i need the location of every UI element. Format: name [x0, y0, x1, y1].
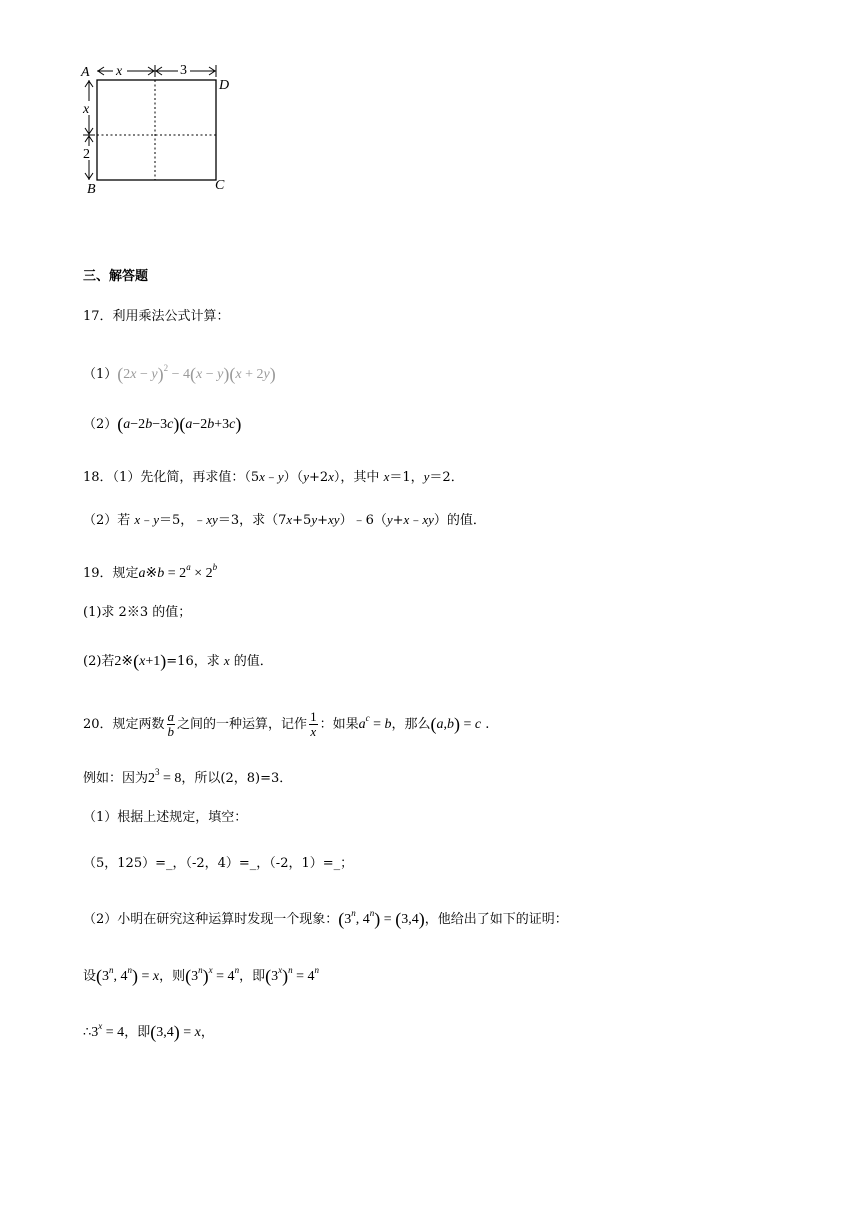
- dimension-label-top-3: 3: [180, 63, 187, 78]
- question-20-proof-line-1: 设(3$^n$, $4^n) = x$，则$(3^n)^x = 4^n$，即$(3^x)^n = 4^n$: [83, 965, 319, 986]
- question-18-part-1: 18．（1）先化简，再求值：（5x﹣y）（y+2x），其中 x＝1，y＝2．: [83, 469, 464, 485]
- question-20-stem: 20．规定两数 $\frac{a}{b}$ 之间的一种运算，记作 $\frac{1}{x}$ ：如果$a^c = b$，那么(a,b) = c .: [83, 709, 490, 739]
- question-19-part-1: (1)求 2※3 的值；: [83, 605, 192, 620]
- question-17-part-1: [83, 358, 276, 385]
- vertex-label-b: B: [87, 182, 96, 197]
- part-label: （2）: [83, 417, 118, 432]
- dimension-label-left-x: x: [83, 102, 90, 117]
- section-title: 三、解答题: [83, 269, 149, 284]
- vertex-label-a: A: [81, 65, 90, 80]
- question-20-proof-line-2: $\therefore 3^x = 4$，即(3,4) = x，: [83, 1021, 214, 1042]
- expression-17-1: $(2x - y)^2 - 4(x - y)(x + 2y)$: [117, 363, 276, 384]
- expression-17-2: (a−2b−3c)(a−2b+3c): [117, 414, 242, 434]
- question-19-part-2: (2)若2※(x+1)=16，求 x 的值．: [83, 651, 273, 671]
- question-17-stem: 17．利用乘法公式计算：: [83, 309, 230, 324]
- dimension-label-left-2: 2: [83, 147, 90, 162]
- rectangle-figure: [0, 0, 260, 210]
- definition-19: a※b = $2^a \times 2^b$: [138, 562, 218, 581]
- question-20-part-2: （2）小明在研究这种运算时发现一个现象：(3$^n$, $4^n) = (3,4)$，他给出了如下的证明：: [83, 908, 568, 929]
- question-20-part-1-fill: （5，125）=_，（-2，4）=_，（-2，1）=_；: [83, 856, 354, 871]
- dimension-label-top-x: x: [116, 64, 123, 79]
- vertex-label-d: D: [219, 78, 230, 93]
- question-19-stem: 19．规定a※b = $2^a \times 2^b$: [83, 562, 218, 581]
- fraction-1-over-x: $\frac{1}{x}$: [310, 709, 317, 739]
- question-20-part-1: （1）根据上述规定，填空：: [83, 810, 248, 825]
- figure-rectangle: [97, 80, 216, 180]
- question-18-part-2: （2）若 x﹣y＝5，﹣xy＝3，求（7x+5y+xy）﹣6（y+x﹣xy）的值．: [83, 512, 486, 528]
- part-label: （1）: [83, 367, 118, 382]
- question-17-part-2: [83, 414, 241, 435]
- question-20-example: 例如：因为$2^3 = 8$，所以(2，8)=3．: [83, 767, 293, 786]
- fraction-a-over-b: $\frac{a}{b}$: [167, 709, 175, 739]
- vertex-label-c: C: [215, 178, 225, 193]
